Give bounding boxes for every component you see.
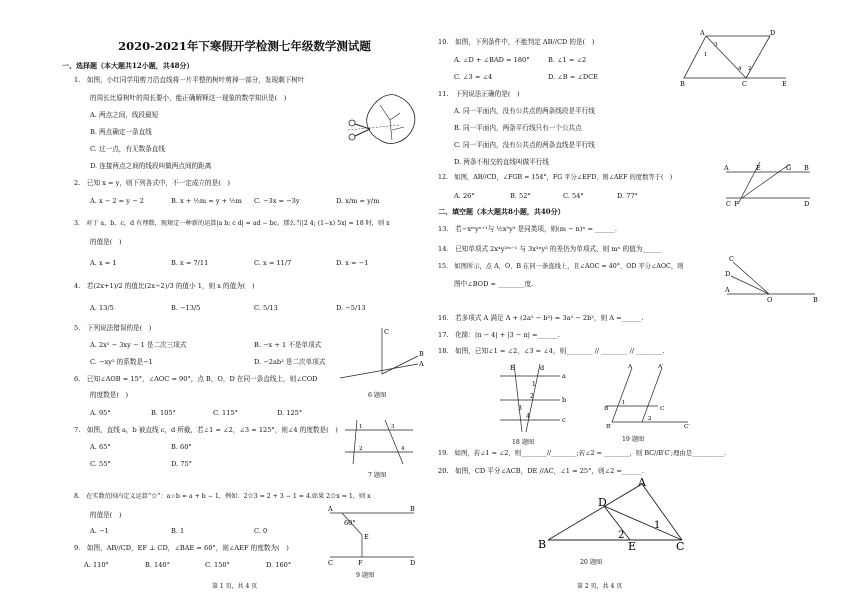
- fig18-label-4: 4: [526, 413, 530, 420]
- fig10-label-4: 4: [738, 66, 742, 72]
- fig20-caption: 20 题图: [580, 559, 603, 566]
- figure-q9: [328, 505, 418, 567]
- fig20-label-2: 2: [618, 530, 625, 541]
- fig19-label-1: 1: [622, 400, 626, 406]
- fig18-caption: 18 题图: [512, 439, 535, 446]
- q9-option-c: C. 150°: [205, 561, 230, 569]
- q17-stem: 17. 化简：|π − 4| + |3 − π| =______.: [438, 331, 560, 339]
- fig6-caption: 6 题图: [368, 392, 387, 399]
- q12-option-d: D. 77°: [617, 192, 638, 200]
- q8-option-b: B. 1: [171, 527, 185, 535]
- fig18-label-3: 3: [518, 405, 522, 412]
- fig18-label-e: E: [510, 364, 515, 372]
- fig18-label-2: 2: [530, 393, 534, 400]
- q19-stem: 19. 如图，若∠1 = ∠2，则________//________;若∠2 = ________，则 BC//B′C′;理由是__________.: [438, 449, 727, 457]
- fig7-label-3: 3: [391, 424, 395, 430]
- q11-stem: 11. 下列说法正确的是( ): [438, 90, 520, 98]
- fig7-label-2: 2: [359, 446, 363, 452]
- section-fill-heading: 二、填空题（本大题共8小题，共40分）: [438, 207, 565, 216]
- fig19-label-b: B: [604, 406, 609, 412]
- fig18-label-1: 1: [532, 381, 536, 388]
- q3-stem-line2: 的值是( ): [90, 238, 122, 246]
- q1-option-a: A. 两点之间，线段最短: [90, 111, 159, 119]
- q12-option-a: A. 26°: [454, 192, 475, 200]
- fig20-label-b: B: [538, 538, 547, 551]
- q8-stem-line2: 的值是( ): [90, 511, 122, 519]
- q13-stem: 13. 若−xᵐyⁿ⁺¹与 ½x⁵y³ 是同类项，则(m − n)ⁿ = ______.: [438, 225, 617, 233]
- q2-option-c: C. −3x = −3y: [254, 197, 300, 205]
- q6-stem-line2: 的度数是( ): [90, 391, 129, 399]
- fig7-caption: 7 题图: [368, 472, 387, 479]
- figure-q19: [604, 366, 692, 428]
- q6-option-b: B. 105°: [151, 409, 176, 417]
- q11-option-b: B. 同一平面内，两条平行线只有一个公共点: [454, 124, 582, 132]
- fig20-label-a: A: [638, 476, 646, 489]
- q2-option-a: A. x − 2 = y − 2: [90, 197, 144, 205]
- page-title: 2020-2021年下寒假开学检测七年级数学测试题: [118, 39, 371, 53]
- q20-stem: 20. 如图，CD 平分∠ACB，DE //AC，∠1 = 25°，则∠2 =______.: [438, 467, 644, 475]
- fig10-label-2: 2: [748, 66, 752, 72]
- q1-option-b: B. 两点确定一条直线: [90, 128, 152, 136]
- fig18-label-d: d: [540, 364, 545, 372]
- fig18-label-a: a: [562, 372, 566, 380]
- fig15-label-o: O: [767, 296, 773, 304]
- q2-option-b: B. x + ½m = y + ½m: [171, 197, 242, 205]
- fig12-label-c: C: [726, 200, 731, 208]
- fig10-label-d: D: [770, 29, 776, 37]
- q11-option-d: D. 两条不相交的直线叫做平行线: [454, 158, 549, 166]
- q5-option-a: A. 2x² − 3xy − 1 是二次三项式: [90, 341, 187, 349]
- fig19-label-2: 2: [648, 416, 652, 422]
- q1-option-c: C. 过一点，有无数条直线: [90, 145, 165, 153]
- q5-option-d: D. −2ab² 是二次单项式: [254, 358, 326, 366]
- q14-stem: 14. 已知单项式 2x⁴y²ᵐ⁻¹ 与 3x³ⁿy³ 的差仍为单项式，则 mⁿ 的值为______: [438, 245, 663, 253]
- q6-stem-line1: 6. 已知∠AOB = 15°，∠AOC = 90°，点 B，O，D 在同一条直线上，则∠COD: [74, 375, 318, 383]
- q7-option-c: C. 55°: [90, 460, 111, 468]
- fig9-label-a: A: [328, 505, 333, 513]
- fig7-label-4: 4: [401, 446, 405, 452]
- fig12-label-e: E: [756, 164, 761, 172]
- fig19-label-bp: B′: [606, 424, 612, 430]
- fig19-label-a: A: [628, 364, 633, 370]
- section-choice-heading: 一、选择题（本大题共12小题，共48分）: [62, 61, 194, 70]
- fig12-label-d: D: [804, 200, 810, 208]
- fig15-label-d: D: [725, 270, 731, 278]
- q8-stem-line1: 8. 在实数范围内定义运算“☆”：a☆b = a + b − 1，例如：2☆3 = 2 + 3 − 1 = 4.如果 2☆x = 1，则 x: [74, 493, 371, 500]
- q3-option-d: D. x = −1: [336, 259, 369, 267]
- fig12-label-a: A: [724, 164, 729, 172]
- fig18-label-c: c: [562, 416, 566, 424]
- q7-stem: 7. 如图，直线 a，b 被直线 c，d 所截，若∠1 = ∠2，∠3 = 125°，则∠4 的度数是( ): [74, 426, 338, 434]
- q3-option-c: C. x = 11/7: [254, 259, 292, 267]
- q12-stem: 12. 如图，AB//CD，∠FGB = 154°，FG 平分∠EFD，则∠AEF 的度数等于( ): [438, 174, 673, 181]
- q4-stem: 4. 若(2x+1)/2 的值比(2x−2)/3 的值小 1，则 x 的值为( ): [74, 282, 255, 290]
- fig10-label-e: E: [782, 80, 787, 88]
- q4-option-a: A. 13/5: [90, 304, 114, 312]
- fig19-caption: 19 题图: [622, 436, 645, 443]
- q1-stem-line1: 1. 如图，小红同学用剪刀沿直线将一片平整的树叶剪掉一部分，发现剩下树叶: [74, 76, 305, 84]
- fig12-label-g: G: [786, 164, 792, 172]
- fig20-label-c: C: [676, 540, 685, 553]
- fig9-label-60: 60°: [344, 519, 356, 527]
- q5-option-c: C. −xy² 的系数是−1: [90, 358, 153, 366]
- fig15-label-b: B: [813, 296, 818, 304]
- fig9-label-c: C: [328, 559, 333, 567]
- fig9-label-e: E: [364, 533, 369, 541]
- fig10-label-a: A: [700, 29, 705, 37]
- figure-q20: [538, 476, 690, 553]
- figure-q12: [724, 160, 814, 208]
- fig6-label-c: C: [384, 328, 389, 336]
- q3-option-b: B. x = 7/11: [171, 259, 209, 267]
- figure-q15: [725, 254, 820, 304]
- q6-option-a: A. 95°: [90, 409, 111, 417]
- q6-option-d: D. 125°: [277, 409, 303, 417]
- q10-stem: 10. 如图，下列条件中，不能判定 AB//CD 的是( ): [438, 38, 595, 46]
- fig20-label-d: D: [598, 496, 607, 509]
- fig19-label-cp: C′: [684, 424, 690, 430]
- fig6-label-b: B: [419, 350, 424, 358]
- fig10-label-1: 1: [704, 52, 708, 58]
- q2-stem: 2. 已知 x = y，则下列各式中，不一定成立的是( ): [74, 179, 230, 187]
- fig15-label-a: A: [725, 286, 730, 294]
- fig20-label-e: E: [628, 540, 637, 553]
- figure-q10: [678, 30, 790, 88]
- q3-stem-line1: 3. 对于 a，b，c，d 有理数，现规定一种新的运算|a b; c d| = ad − bc，那么当|2 4; (1−x) 5x| = 18 时，则 x: [74, 220, 390, 227]
- q5-option-b: B. −x + 1 不是单项式: [254, 341, 322, 349]
- figure-q18: [500, 362, 570, 434]
- fig20-label-1: 1: [654, 520, 661, 531]
- figure-q7: [345, 418, 415, 468]
- fig9-label-d: D: [410, 559, 416, 567]
- fig9-label-f: F: [358, 559, 363, 567]
- q12-option-c: C. 54°: [563, 192, 584, 200]
- q5-stem: 5. 下列说法错误的是( ): [74, 324, 152, 332]
- q11-option-a: A. 同一平面内，没有公共点的两条线段是平行线: [454, 107, 595, 115]
- fig10-label-b: B: [680, 80, 685, 88]
- fig18-label-b: b: [562, 396, 567, 404]
- q4-option-c: C. 5/13: [254, 304, 278, 312]
- q4-option-d: D. −5/13: [336, 304, 366, 312]
- fig9-label-b: B: [410, 505, 415, 513]
- q9-option-d: D. 160°: [266, 561, 292, 569]
- q10-option-b: B. ∠1 = ∠2: [548, 56, 587, 64]
- q2-option-d: D. x/m = y/m: [336, 197, 380, 205]
- q1-option-d: D. 连接两点之间的线段叫做两点间的距离: [90, 162, 212, 170]
- q8-option-a: A. −1: [90, 527, 109, 535]
- fig19-label-ap: A′: [658, 364, 664, 370]
- q9-option-b: B. 140°: [145, 561, 170, 569]
- q8-option-c: C. 0: [254, 527, 268, 535]
- q15-stem-line1: 15. 如图所示，点 A，O，B 在同一条直线上，且∠AOC = 40°，OD 平分∠AOC，则: [438, 263, 684, 270]
- q1-stem-line2: 的周长比原树叶的周长要小，能正确解释这一现象的数学知识是( ): [90, 94, 287, 102]
- q10-option-c: C. ∠3 = ∠4: [454, 73, 493, 81]
- q15-stem-line2: 图中∠BOD = ________度.: [454, 280, 534, 288]
- q16-stem: 16. 若多项式 A 满足 A + (2a² − b²) = 3a² − 2b²，则 A =______.: [438, 314, 644, 322]
- q11-option-c: C. 同一平面内，没有公共点的两条直线是平行线: [454, 141, 595, 149]
- q3-option-a: A. x = 1: [90, 259, 117, 267]
- q18-stem: 18. 如图，已知∠1 = ∠2，∠3 = ∠4，则________ // ________ // ________.: [438, 347, 665, 355]
- q10-option-a: A. ∠D + ∠BAD = 180°: [454, 56, 530, 64]
- fig6-label-a: A: [419, 360, 424, 368]
- fig12-label-b: B: [804, 164, 809, 172]
- q7-option-d: D. 75°: [171, 460, 192, 468]
- fig15-label-c: C: [729, 255, 734, 263]
- footer-page-1: 第 1 页，共 4 页: [212, 583, 258, 590]
- fig19-label-c: C: [660, 406, 665, 412]
- q7-option-a: A. 65°: [90, 443, 111, 451]
- fig10-label-3: 3: [714, 42, 718, 48]
- q4-option-b: B. −13/5: [171, 304, 201, 312]
- footer-page-2: 第 2 页，共 4 页: [577, 583, 623, 590]
- fig7-label-1: 1: [359, 424, 363, 430]
- q12-option-b: B. 52°: [510, 192, 531, 200]
- fig10-label-c: C: [742, 80, 747, 88]
- q10-option-d: D. ∠B = ∠DCE: [548, 73, 599, 81]
- q7-option-b: B. 60°: [171, 443, 192, 451]
- q9-option-a: A. 110°: [84, 561, 109, 569]
- figure-q6: [340, 326, 424, 388]
- leaf-scissors-figure: [340, 85, 425, 165]
- fig12-label-f: F: [734, 200, 739, 208]
- fig9-caption: 9 题图: [356, 572, 375, 579]
- q9-stem: 9. 如图，AB//CD，EF ⊥ CD，∠BAE = 60°，则∠AEF 的度数为( ): [74, 544, 289, 552]
- q6-option-c: C. 115°: [213, 409, 238, 417]
